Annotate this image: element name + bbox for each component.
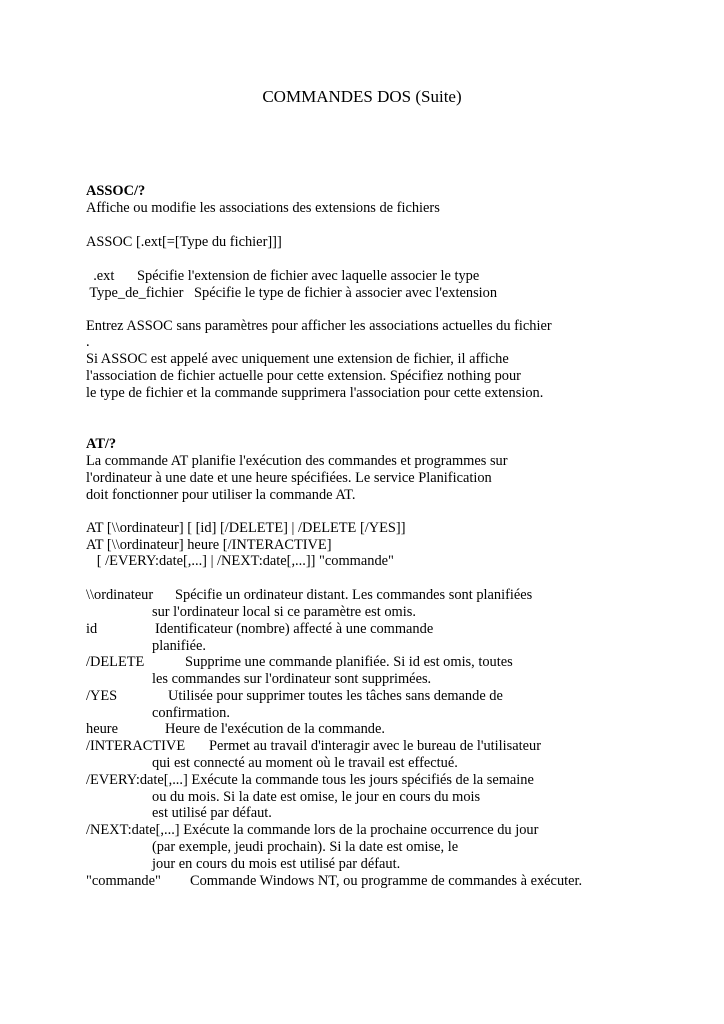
at-syntax-line: AT [\\ordinateur] [ [id] [/DELETE] | /DELETE [/YES]] (86, 520, 406, 536)
at-param-row (86, 721, 686, 738)
at-param-row (86, 688, 686, 705)
assoc-param-row (86, 285, 686, 302)
assoc-param-name: Type_de_fichier (86, 285, 184, 301)
at-param-row (86, 654, 686, 671)
at-param-row (86, 587, 686, 604)
at-param-desc: Permet au travail d'interagir avec le bureau de l'utilisateur (209, 738, 542, 754)
at-param-desc: Commande Windows NT, ou programme de commandes à exécuter. (190, 873, 583, 889)
at-param-row (86, 621, 686, 638)
at-param-continuation: confirmation. (152, 705, 230, 721)
assoc-param-desc: Spécifie le type de fichier à associer avec l'extension (194, 285, 498, 301)
assoc-note: Entrez ASSOC sans paramètres pour afficher les associations actuelles du fichier (86, 318, 552, 334)
at-param-continuation: qui est connecté au moment où le travail est effectué. (152, 755, 458, 771)
assoc-syntax: ASSOC [.ext[=[Type du fichier]]] (86, 234, 282, 250)
assoc-description: Affiche ou modifie les associations des extensions de fichiers (86, 200, 440, 216)
at-param-desc: Spécifie un ordinateur distant. Les commandes sont planifiées (175, 587, 533, 603)
at-param-continuation: les commandes sur l'ordinateur sont supprimées. (152, 671, 432, 687)
assoc-note: Si ASSOC est appelé avec uniquement une extension de fichier, il affiche (86, 351, 509, 367)
at-description-line: doit fonctionner pour utiliser la commande AT. (86, 487, 356, 503)
assoc-note: . (86, 334, 90, 350)
at-description-line: La commande AT planifie l'exécution des commandes et programmes sur (86, 453, 508, 469)
at-param-desc: Exécute la commande lors de la prochaine occurrence du jour (183, 822, 539, 838)
at-param-row (86, 822, 706, 839)
at-param-row (86, 772, 686, 789)
at-syntax-line: AT [\\ordinateur] heure [/INTERACTIVE] (86, 537, 332, 553)
at-param-continuation: jour en cours du mois est utilisé par défaut. (152, 856, 401, 872)
at-param-row (86, 738, 686, 755)
assoc-param-name: .ext (86, 268, 115, 284)
at-heading: AT/? (86, 436, 117, 452)
assoc-param-desc: Spécifie l'extension de fichier avec laquelle associer le type (137, 268, 480, 284)
at-param-name: \\ordinateur (86, 587, 154, 603)
at-param-name: "commande" (86, 873, 161, 889)
at-param-name: heure (86, 721, 118, 737)
at-param-continuation: ou du mois. Si la date est omise, le jour en cours du mois (152, 789, 481, 805)
at-param-name: /NEXT:date[,...] (86, 822, 180, 838)
at-param-name: /INTERACTIVE (86, 738, 186, 754)
at-param-continuation: planifiée. (152, 638, 206, 654)
at-param-name: /DELETE (86, 654, 145, 670)
assoc-note: le type de fichier et la commande supprimera l'association pour cette extension. (86, 385, 544, 401)
at-description-line: l'ordinateur à une date et une heure spécifiées. Le service Planification (86, 470, 492, 486)
at-param-desc: Heure de l'exécution de la commande. (165, 721, 385, 737)
at-param-continuation: sur l'ordinateur local si ce paramètre est omis. (152, 604, 416, 620)
at-param-name: /YES (86, 688, 118, 704)
assoc-heading: ASSOC/? (86, 183, 146, 199)
at-param-continuation: est utilisé par défaut. (152, 805, 272, 821)
at-param-desc: Utilisée pour supprimer toutes les tâches sans demande de (168, 688, 503, 704)
at-param-desc: Exécute la commande tous les jours spécifiés de la semaine (191, 772, 534, 788)
at-param-desc: Supprime une commande planifiée. Si id est omis, toutes (185, 654, 513, 670)
at-syntax-line: [ /EVERY:date[,...] | /NEXT:date[,...]] "commande" (86, 553, 394, 569)
at-param-name: /EVERY:date[,...] (86, 772, 188, 788)
page-title: COMMANDES DOS (Suite) (262, 87, 462, 106)
at-param-name: id (86, 621, 98, 637)
assoc-param-row (86, 268, 686, 285)
at-param-continuation: (par exemple, jeudi prochain). Si la date est omise, le (152, 839, 459, 855)
at-param-row (86, 873, 706, 890)
assoc-note: l'association de fichier actuelle pour cette extension. Spécifiez nothing pour (86, 368, 521, 384)
at-param-desc: Identificateur (nombre) affecté à une commande (155, 621, 434, 637)
